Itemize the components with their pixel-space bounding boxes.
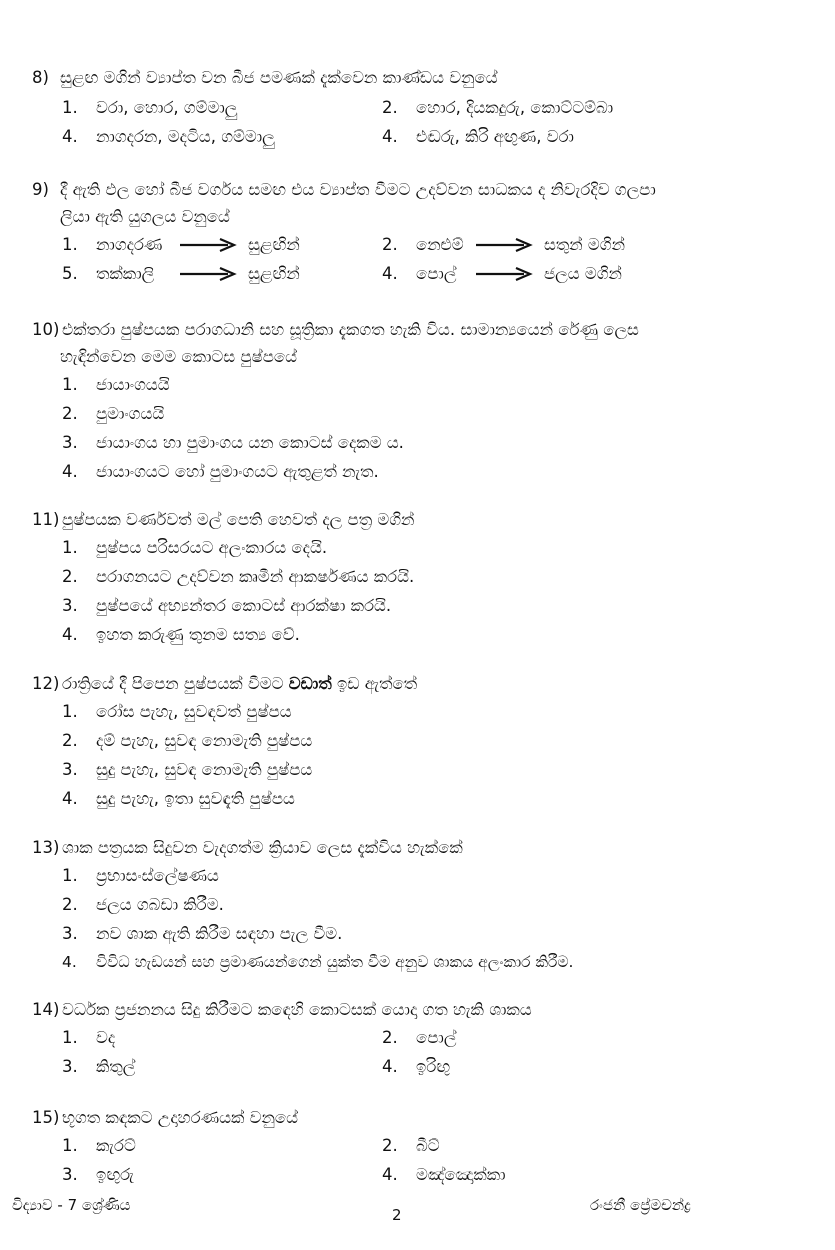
option-3: 3. ඉඟුරු [62,1165,134,1184]
pair-4-item: පොල් [416,264,457,283]
option-2: 2. හොර, දියකදුරු, කොට්ටම්බා [382,98,614,117]
pair-3-agent: සුළඟින් [248,264,300,283]
question-11 [32,506,802,649]
question-15 [32,1104,802,1189]
pair-4-agent: ජලය මගින් [544,264,622,283]
question-number: 11) [32,510,60,529]
emphasis-word: වඩාත් [288,674,332,693]
option-list [32,697,802,813]
question-text: දී ඇති ඵල හෝ බීජ වර්ගය සමඟ එය ව්‍යාප්ත වීමට උදව්වන සාධකය ද නිවැරදිව ගලපා [60,180,656,199]
option-2: 2. පරාගනයට උදව්වන කෘමීන් ආකර්ෂණය කරයි. [62,567,415,586]
question-text: රාත්‍රියේ දී පිපෙන පුෂ්පයක් වීමට වඩාත් ඉඩ ඇත්තේ [62,674,418,693]
option-row [32,1160,802,1189]
pair-2-number: 2. [382,235,398,254]
option-2: 2. පුමාංගයයි [62,404,165,423]
option-row [32,1052,802,1081]
option-row [32,1131,802,1160]
question-number: 9) [32,180,49,199]
option-4: 4. එඬරු, කිරි අඟුණ, වරා [382,127,574,146]
question-text-continued: හැඳින්වෙන මෙම කොටස පුෂ්පයේ [60,347,297,366]
option-2: 2. බීට් [382,1136,440,1155]
pair-row [32,230,802,259]
pair-1-item: නාගදරණ [96,235,163,254]
pair-3-number: 5. [62,264,78,283]
right-arrow-icon [476,267,534,281]
option-3: 3. නව ශාක ඇති කිරීම සඳහා පැල වීම. [62,924,343,943]
question-12 [32,670,802,813]
option-row [32,1023,802,1052]
pair-4-number: 4. [382,264,398,283]
option-3: 3. සුදු පැහැ, සුවඳ නොමැති පුෂ්පය [62,760,313,779]
question-number: 14) [32,1000,60,1019]
option-2: 2. දම් පැහැ, සුවඳ නොමැති පුෂ්පය [62,731,313,750]
pair-1-number: 1. [62,235,78,254]
option-1: 1. ජායාංගයයි [62,375,170,394]
question-number: 13) [32,838,60,857]
option-4: 4. ඉරිඟු [382,1057,451,1076]
question-text: පුෂ්පයක වර්ණවත් මල් පෙති හෙවත් දල පත්‍ර මගින් [62,510,415,529]
page-number: 2 [392,1206,402,1224]
question-text: ශාක පත්‍රයක සිදුවන වැදගත්ම ක්‍රියාව ලෙස දැක්විය හැක්කේ [62,838,463,857]
option-row [32,122,802,151]
option-3: 4. නාගදරන, මදටිය, ගම්මාලු [62,127,275,146]
pair-2-agent: සතුන් මගින් [544,235,625,254]
right-arrow-icon [180,238,238,252]
option-4: 4. සුදු පැහැ, ඉතා සුවඳැති පුෂ්පය [62,789,295,808]
footer-subject: විද්‍යාව - 7 ශ්‍රේණිය [12,1196,131,1214]
option-list [32,370,802,486]
question-9 [32,176,802,288]
footer-author: රංජනී ප්‍රේමචන්ද්‍ර [590,1196,691,1214]
question-text-continued: ලියා ඇති යුගලය වනුයේ [60,207,230,226]
question-number: 10) [32,320,60,339]
option-2: 2. ජලය ගබඩා කිරීම. [62,895,224,914]
option-1: 1. කැරට් [62,1136,136,1155]
pair-2-item: නෙළුම් [416,235,464,254]
question-text: භූගත කඳකට උදාහරණයක් වනුයේ [62,1108,299,1127]
question-number: 15) [32,1108,60,1127]
question-8 [32,64,802,151]
option-1: 1. පුෂ්පය පරිසරයට අලංකාරය දෙයි. [62,538,328,557]
option-list [32,861,802,977]
option-4: 4. ඉහත කරුණු තුනම සත්‍ය වේ. [62,625,300,644]
option-1: 1. රෝස පැහැ, සුවඳවත් පුෂ්පය [62,702,292,721]
option-1: 1. ප්‍රභාසංස්ලේෂණය [62,866,219,885]
option-3: 3. පුෂ්පයේ අභ්‍යන්තර කොටස් ආරක්ෂා කරයි. [62,596,392,615]
question-number: 12) [32,674,60,693]
question-number: 8) [32,68,49,87]
question-text: එක්තරා පුෂ්පයක පරාගධානි සහ සූත්‍රිකා දැකගත හැකි විය. සාමාන්‍යයෙන් රේණු ලෙස [62,320,639,339]
option-row [32,93,802,122]
pair-row [32,259,802,288]
option-4: 4. විවිධ හැඩයන් සහ ප්‍රමාණයන්ගෙන් යුක්ත වීම අනුව ශාකය අලංකාර කිරීම. [62,953,574,971]
question-10 [32,316,802,486]
question-14 [32,996,802,1081]
option-4: 4. ජායාංගයට හෝ පුමාංගයට ඇතුළත් නැත. [62,462,379,481]
page-footer [0,1196,835,1226]
pair-3-item: තක්කාලි [96,264,155,283]
option-1: 1. වද [62,1028,116,1047]
right-arrow-icon [476,238,534,252]
right-arrow-icon [180,267,238,281]
question-text: සුළඟ මගින් ව්‍යාප්ත වන බීජ පමණක් දැක්වෙන කාණ්ඩය වනුයේ [60,68,498,87]
pair-1-agent: සුළඟින් [248,235,300,254]
option-2: 2. පොල් [382,1028,457,1047]
option-4: 4. මඤ්ඤොක්කා [382,1165,506,1184]
option-1: 1. වරා, හොර, ගම්මාලු [62,98,238,117]
option-list [32,533,802,649]
question-text: වර්ධක ප්‍රජනනය සිදු කිරීමට කඳෙහි කොටසක් යොදා ගත හැකි ශාකය [62,1000,532,1019]
option-3: 3. ජායාංගය හා පුමාංගය යන කොටස් දෙකම ය. [62,433,404,452]
question-13 [32,834,802,977]
option-3: 3. කිතුල් [62,1057,136,1076]
